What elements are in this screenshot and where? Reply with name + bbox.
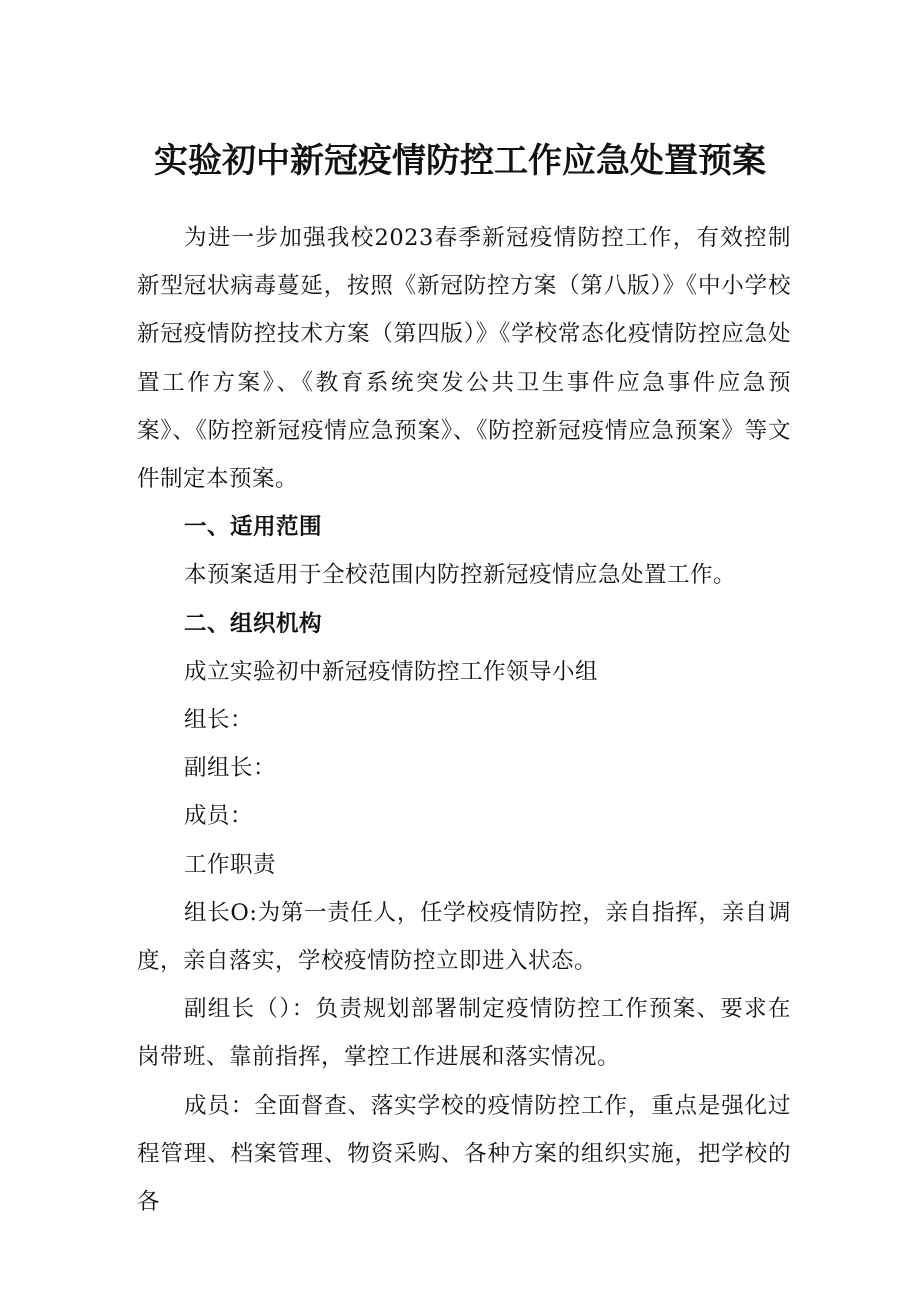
document-body [137, 214, 791, 1226]
duty-leader-paragraph: 组长O:为第一责任人，任学校疫情防控，亲自指挥，亲自调度，亲自落实，学校疫情防控立即进入状态。 [137, 899, 791, 975]
section-heading-scope: 一、适用范围 [184, 514, 323, 541]
duty-deputy-paragraph: 副组长（）：负责规划部署制定疫情防控工作预案、要求在岗带班、靠前指挥，掌控工作进展和落实情况。 [137, 996, 791, 1071]
duty-members-paragraph: 成员：全面督查、落实学校的疫情防控工作，重点是强化过程管理、档案管理、物资采购、各种方案的组织实施，把学校的各 [137, 1092, 791, 1216]
leader-label: 组长： [184, 707, 254, 734]
document-title: 实验初中新冠疫情防控工作应急处置预案 [154, 141, 766, 181]
members-label: 成员： [184, 803, 254, 830]
organization-paragraph: 成立实验初中新冠疫情防控工作领导小组 [184, 658, 599, 685]
duties-label: 工作职责 [184, 851, 277, 878]
intro-paragraph: 为进一步加强我校2023春季新冠疫情防控工作，有效控制新型冠状病毒蔓延，按照《新冠防控方案（第八版）》《中小学校新冠疫情防控技术方案（第四版）》《学校常态化疫情防控应急处置工作方案》、《教育系统突发公共卫生事件应急事件应急预案》、《防控新冠疫情应急预案》、《防控新冠疫情应急预案》等文件制定本预案。 [137, 225, 791, 493]
scope-paragraph: 本预案适用于全校范围内防控新冠疫情应急处置工作。 [184, 562, 737, 589]
deputy-label: 副组长： [184, 755, 277, 782]
section-heading-organization: 二、组织机构 [184, 610, 323, 637]
